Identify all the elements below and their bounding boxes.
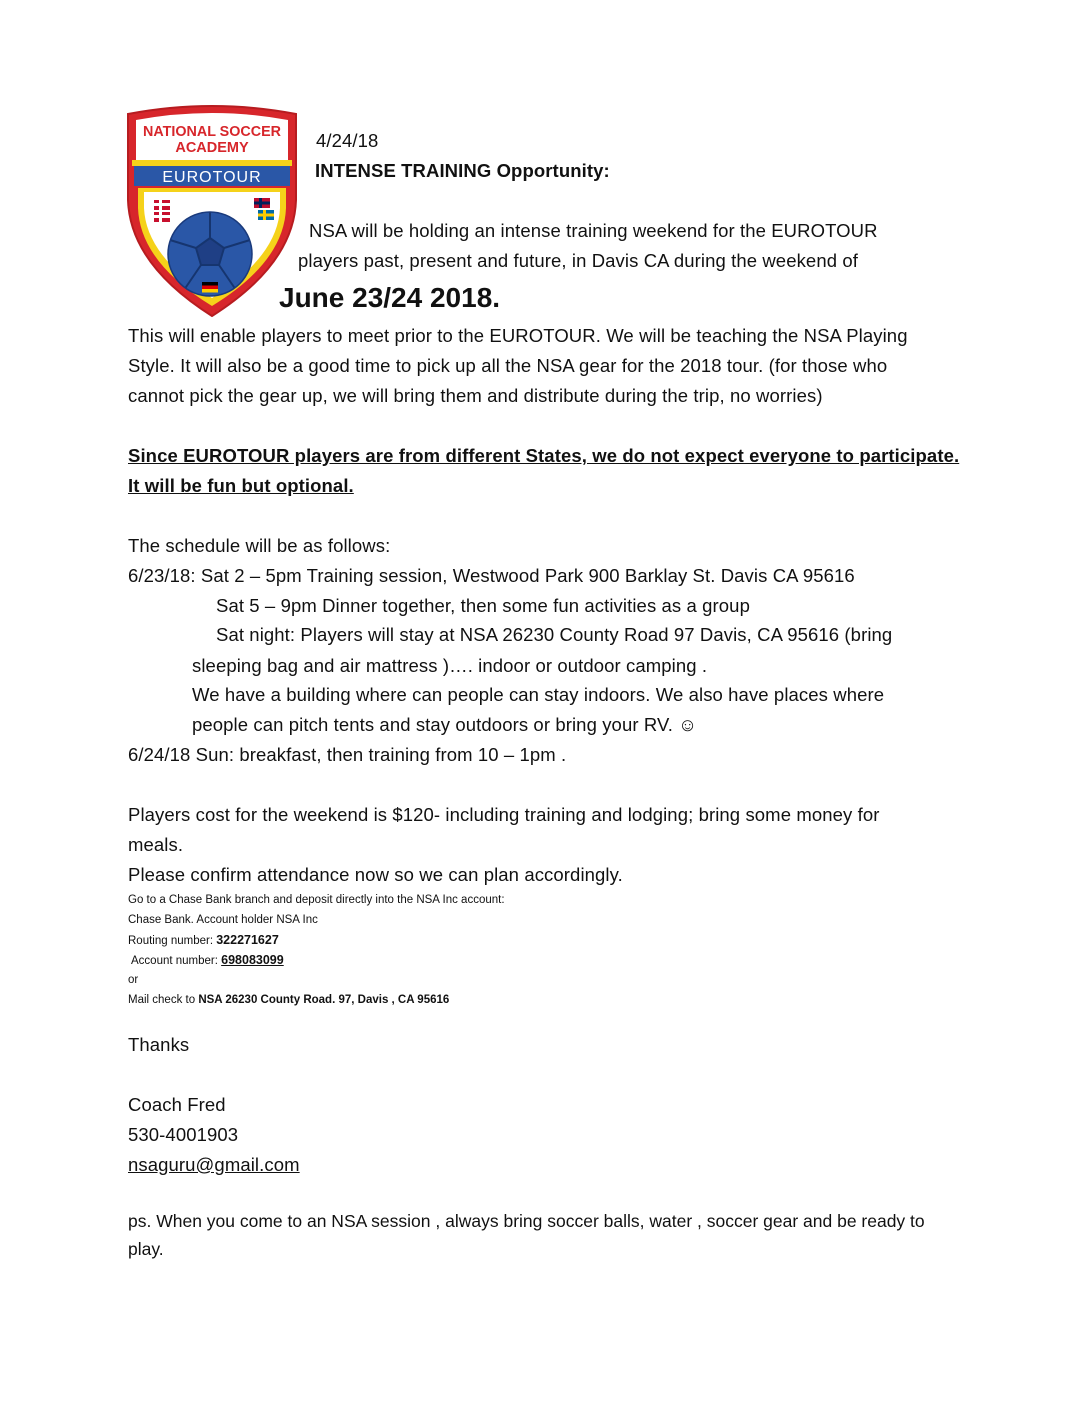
routing-label: Routing number: — [128, 935, 217, 947]
logo-banner: EUROTOUR — [162, 169, 262, 186]
signer-email-row — [128, 1150, 300, 1180]
signer-name: Coach Fred — [128, 1094, 226, 1115]
logo-line1: NATIONAL SOCCER — [143, 124, 282, 140]
schedule-line-1: 6/23/18: Sat 2 – 5pm Training session, Westwood Park 900 Barklay St. Davis CA 95616 — [128, 565, 855, 586]
notice-line-1: Since EUROTOUR players are from different States, we do not expect everyone to participate. — [128, 445, 960, 466]
payment-line-2: Chase Bank. Account holder NSA Inc — [128, 914, 318, 926]
letter-date: 4/24/18 — [316, 130, 379, 151]
event-date: June 23/24 2018. — [279, 282, 501, 313]
ps-line-2: play. — [128, 1239, 164, 1259]
cost-line-1: Players cost for the weekend is $120- including training and lodging; bring some money for — [128, 804, 880, 825]
notice-line-2: It will be fun but optional. — [128, 475, 354, 496]
para1-line-1: This will enable players to meet prior to the EUROTOUR. We will be teaching the NSA Playing — [128, 325, 908, 346]
cost-line-3: Please confirm attendance now so we can plan accordingly. — [128, 864, 623, 885]
logo-line2: ACADEMY — [175, 140, 249, 156]
routing-row — [128, 930, 279, 951]
schedule-intro: The schedule will be as follows: — [128, 535, 391, 556]
account-number: 698083099 — [221, 953, 284, 967]
signer-phone: 530-4001903 — [128, 1124, 239, 1145]
schedule-line-3: Sat night: Players will stay at NSA 26230 County Road 97 Davis, CA 95616 (bring — [216, 624, 893, 645]
schedule-line-4: sleeping bag and air mattress )…. indoor or outdoor camping . — [192, 655, 708, 676]
routing-number: 322271627 — [216, 933, 279, 947]
payment-line-1: Go to a Chase Bank branch and deposit directly into the NSA Inc account: — [128, 894, 505, 906]
ps-line-1: ps. When you come to an NSA session , always bring soccer balls, water , soccer gear and be ready to — [128, 1211, 925, 1231]
account-label: Account number: — [131, 955, 222, 967]
mail-address: NSA 26230 County Road. 97, Davis , CA 95616 — [198, 994, 450, 1006]
schedule-line-5: We have a building where can people can stay indoors. We also have places where — [192, 684, 885, 705]
schedule-line-6: people can pitch tents and stay outdoors or bring your RV. ☺ — [192, 714, 698, 735]
account-row — [131, 950, 284, 971]
intro-line-1: NSA will be holding an intense training weekend for the EUROTOUR — [309, 220, 878, 241]
schedule-line-7: 6/24/18 Sun: breakfast, then training from 10 – 1pm . — [128, 744, 567, 765]
mail-label: Mail check to — [128, 994, 199, 1006]
nsa-eurotour-logo — [124, 104, 300, 318]
thanks: Thanks — [128, 1034, 190, 1055]
email-link[interactable]: nsaguru@gmail.com — [128, 1154, 300, 1175]
payment-or: or — [128, 974, 139, 986]
para1-line-2: Style. It will also be a good time to pick up all the NSA gear for the 2018 tour. (for those who — [128, 355, 888, 376]
letter-title: INTENSE TRAINING Opportunity: — [315, 160, 610, 181]
cost-line-2: meals. — [128, 834, 184, 855]
schedule-line-2: Sat 5 – 9pm Dinner together, then some fun activities as a group — [216, 595, 750, 616]
mail-row — [128, 990, 449, 1010]
para1-line-3: cannot pick the gear up, we will bring them and distribute during the trip, no worries) — [128, 385, 823, 406]
intro-line-2: players past, present and future, in Davis CA during the weekend of — [298, 250, 858, 271]
